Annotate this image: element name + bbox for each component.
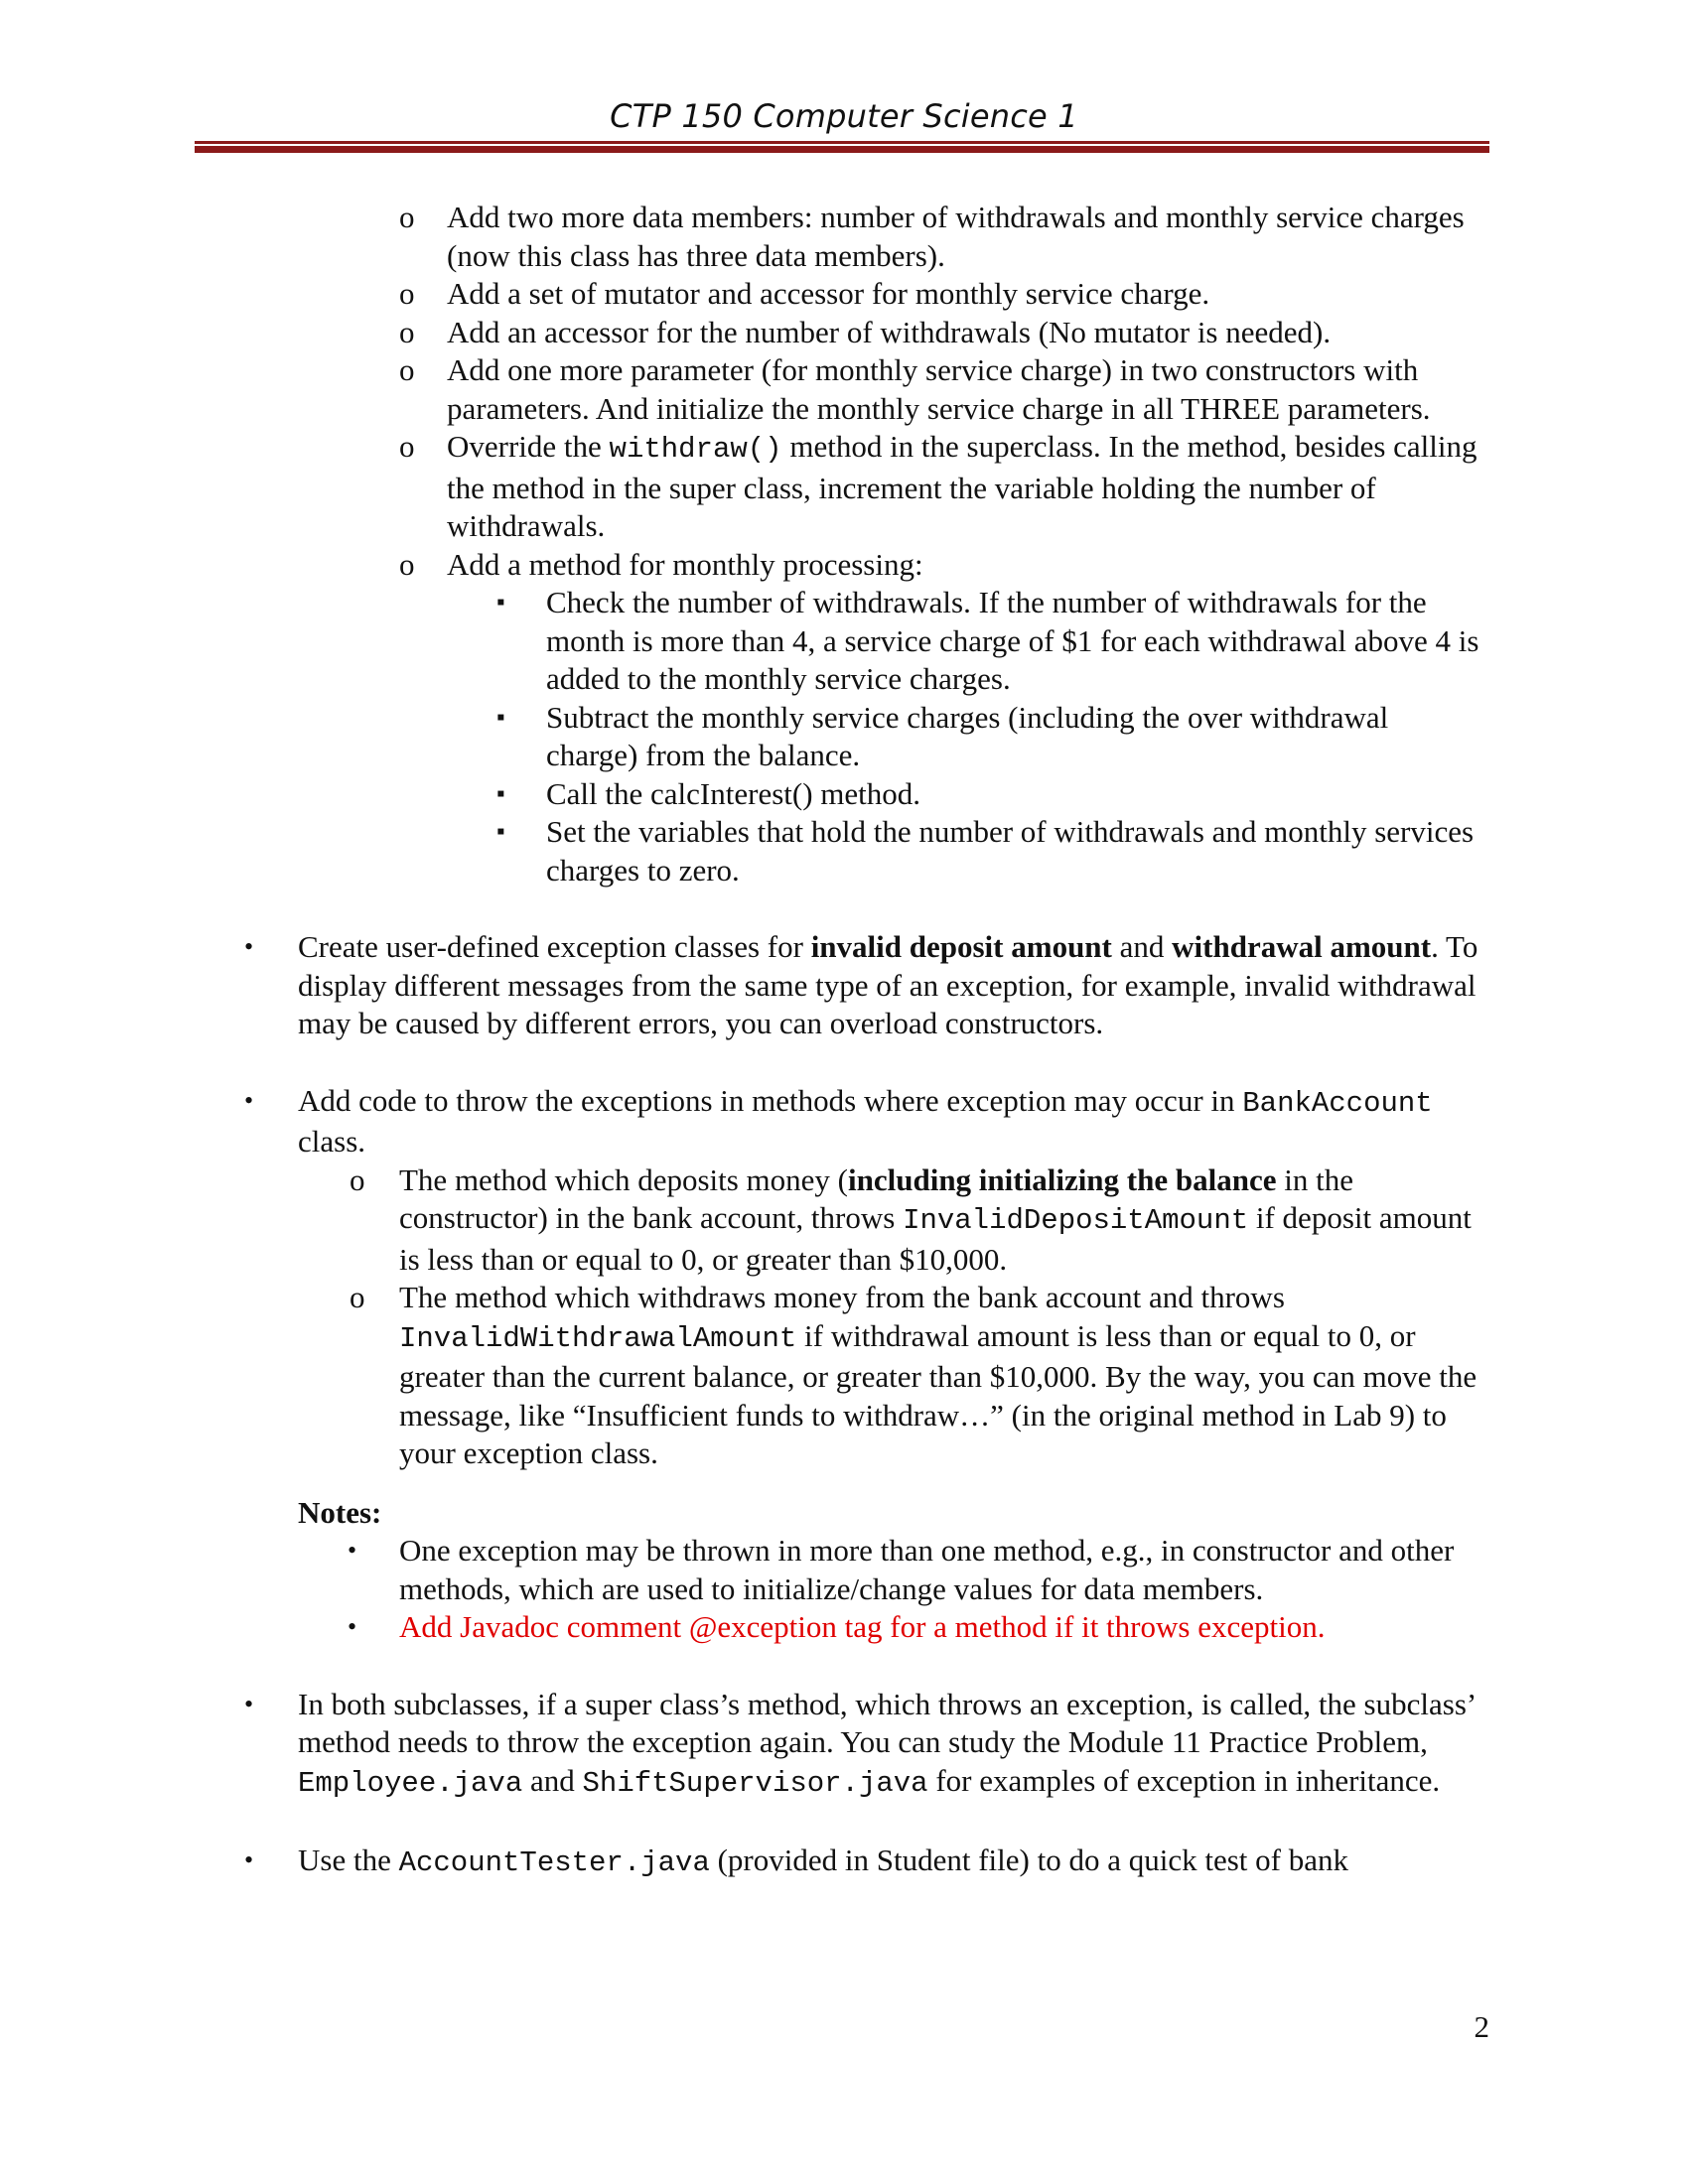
code-bankaccount: BankAccount xyxy=(1242,1086,1433,1120)
code-invalid-deposit: InvalidDepositAmount xyxy=(903,1204,1249,1237)
step-text: Check the number of withdrawals. If the number of withdrawals for the month is more than 4, a service charge of $1 for each withdrawal above 4 is added to the monthly service charges. xyxy=(546,585,1479,696)
bullet-text: Use the AccountTester.java (provided in Student file) to do a quick test of bank xyxy=(298,1843,1348,1879)
list-item xyxy=(0,275,1688,314)
bullet-subclasses xyxy=(0,1686,1688,1804)
square-bullet-icon: ▪ xyxy=(496,590,505,615)
circle-bullet-icon: o xyxy=(399,429,415,464)
page-number: 2 xyxy=(1474,2009,1489,2044)
bullet-icon: • xyxy=(244,1689,254,1718)
code-invalid-withdrawal: InvalidWithdrawalAmount xyxy=(399,1321,797,1355)
circle-bullet-icon: o xyxy=(350,1161,365,1197)
spacer xyxy=(0,1473,1688,1494)
list-item-text: Add one more parameter (for monthly service charge) in two constructors with parameters. And initialize the monthly service charge in all THREE parameters. xyxy=(447,352,1431,426)
square-bullet-icon: ▪ xyxy=(496,780,505,807)
header-rule-thick xyxy=(195,146,1489,153)
circle-bullet-icon: o xyxy=(399,276,415,311)
step-text: Call the calcInterest() method. xyxy=(546,775,921,811)
document-body xyxy=(0,199,1688,1883)
code-shiftsupervisor: ShiftSupervisor.java xyxy=(582,1766,928,1800)
square-bullet-icon: ▪ xyxy=(496,819,505,845)
bullet-throw xyxy=(0,1082,1688,1161)
list-item xyxy=(0,351,1688,428)
list-item-text: The method which withdraws money from the bank account and throws InvalidWithdrawalAmount if withdrawal amount is less than or equal to 0, or greater than the current balance, or greater than $10,000. By the way, you can move the message, like “Insufficient funds to withdraw…” (in the original method in Lab 9) to your exception class. xyxy=(399,1280,1477,1470)
bullet-text: In both subclasses, if a super class’s method, which throws an exception, is called, the subclass’ method needs to throw the exception again. You can study the Module 11 Practice Problem, Employee.java and ShiftSupervisor.java for examples of exception in inheritance. xyxy=(298,1686,1475,1800)
list-item-monthly xyxy=(0,546,1688,585)
list-item-text: Add two more data members: number of withdrawals and monthly service charges (now this class has three data members). xyxy=(447,200,1465,273)
bullet-icon: • xyxy=(348,1612,357,1641)
list-item-text: Add an accessor for the number of withdrawals (No mutator is needed). xyxy=(447,314,1332,349)
list-item-step xyxy=(0,775,1688,814)
list-item-step xyxy=(0,699,1688,775)
circle-bullet-icon: o xyxy=(399,314,415,349)
step-text: Subtract the monthly service charges (including the over withdrawal charge) from the balance. xyxy=(546,699,1389,772)
list-item-deposit xyxy=(0,1161,1688,1280)
list-item-text: Override the withdraw() method in the superclass. In the method, besides calling the method in the super class, increment the variable holding the number of withdrawals. xyxy=(447,429,1477,543)
bullet-icon: • xyxy=(244,932,254,961)
square-bullet-icon: ▪ xyxy=(496,704,505,731)
list-item-text: Add a set of mutator and accessor for monthly service charge. xyxy=(447,276,1210,311)
bullet-tester xyxy=(0,1842,1688,1883)
note-text-red: Add Javadoc comment @exception tag for a method if it throws exception. xyxy=(399,1609,1326,1644)
bullet-icon: • xyxy=(348,1536,357,1565)
bullet-icon: • xyxy=(244,1845,254,1874)
circle-bullet-icon: o xyxy=(399,352,415,387)
list-item xyxy=(0,314,1688,352)
page-header-title: CTP 150 Computer Science 1 xyxy=(610,97,1078,135)
note-item xyxy=(0,1532,1688,1608)
list-item-step xyxy=(0,584,1688,699)
list-item-override xyxy=(0,428,1688,546)
bullet-icon: • xyxy=(244,1085,254,1115)
header-rule-thin xyxy=(195,141,1489,144)
circle-bullet-icon: o xyxy=(399,200,415,234)
bullet-text: Create user-defined exception classes for invalid deposit amount and withdrawal amount. To display different messages from the same type of an exception, for example, invalid withdrawal may be caused by different errors, you can overload constructors. xyxy=(298,929,1478,1040)
circle-bullet-icon: o xyxy=(350,1280,365,1314)
code-employee: Employee.java xyxy=(298,1766,523,1800)
list-item-withdraw xyxy=(0,1279,1688,1473)
step-text: Set the variables that hold the number of withdrawals and monthly services charges to zero. xyxy=(546,814,1475,887)
bullet-exceptions xyxy=(0,928,1688,1043)
spacer xyxy=(0,889,1688,928)
circle-bullet-icon: o xyxy=(399,546,415,582)
spacer xyxy=(0,1043,1688,1082)
note-item-javadoc xyxy=(0,1608,1688,1647)
list-item-text: Add a method for monthly processing: xyxy=(447,546,923,582)
spacer xyxy=(0,1647,1688,1686)
notes-heading: Notes: xyxy=(298,1494,382,1530)
bullet-text: Add code to throw the exceptions in methods where exception may occur in BankAccount class. xyxy=(298,1082,1433,1159)
list-item xyxy=(0,199,1688,275)
code-accounttester: AccountTester.java xyxy=(398,1846,710,1879)
note-text: One exception may be thrown in more than one method, e.g., in constructor and other methods, which are used to initialize/change values for data members. xyxy=(399,1533,1455,1606)
list-item-text: The method which deposits money (including initializing the balance in the constructor) in the bank account, throws InvalidDepositAmount if deposit amount is less than or equal to 0, or greater than $10,000. xyxy=(399,1161,1472,1277)
code-withdraw: withdraw() xyxy=(609,433,782,466)
list-item-step xyxy=(0,813,1688,889)
spacer xyxy=(0,1803,1688,1842)
